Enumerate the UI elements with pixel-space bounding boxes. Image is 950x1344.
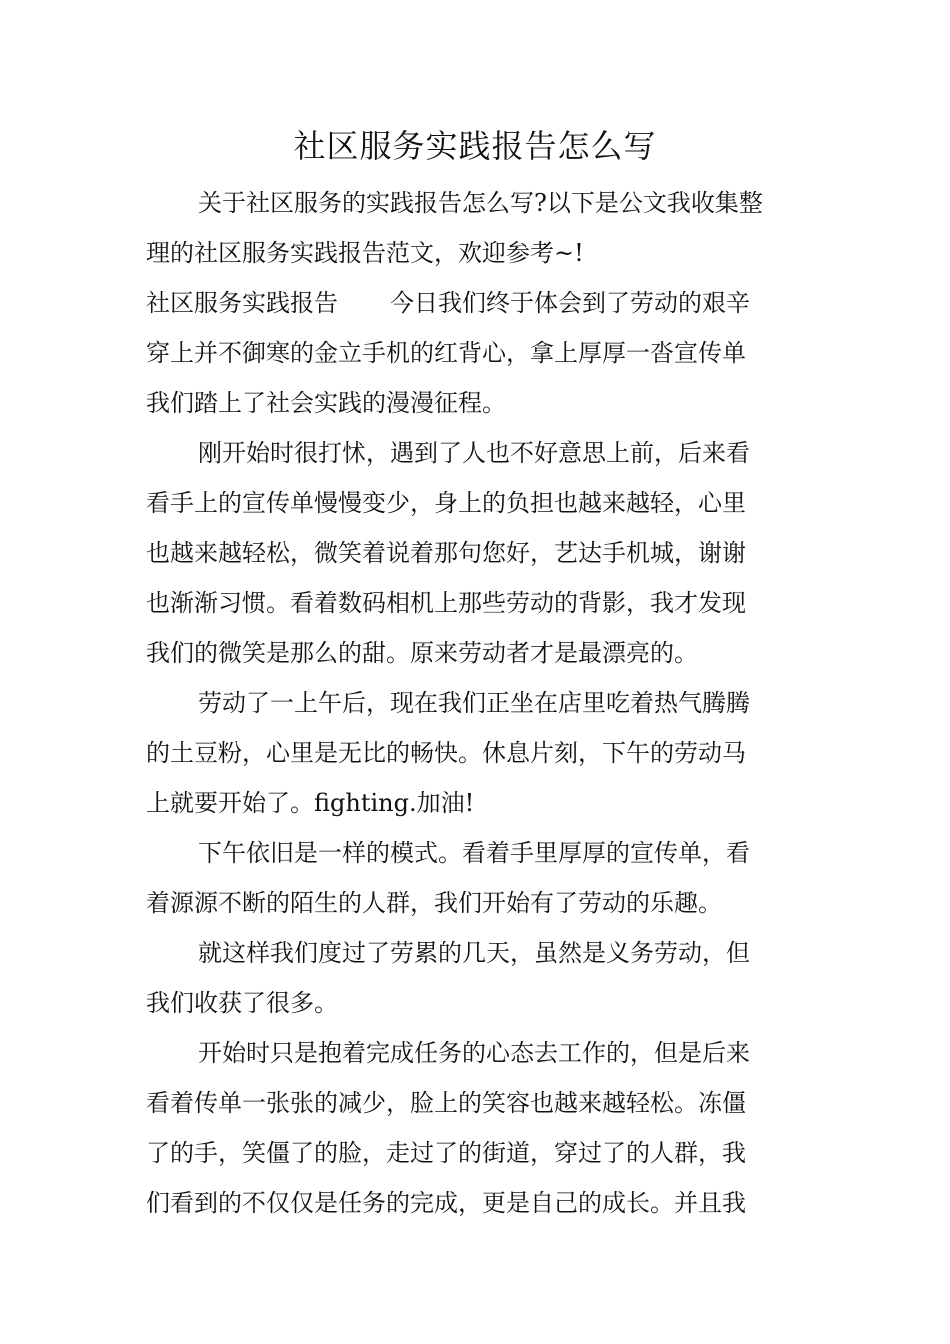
paragraph-line: 我们踏上了社会实践的漫漫征程。 [146, 389, 506, 417]
paragraph-line: 穿上并不御寒的金立手机的红背心，拿上厚厚一沓宣传单 [146, 339, 746, 367]
paragraph-line: 开始时只是抱着完成任务的心态去工作的，但是后来 [198, 1039, 750, 1067]
paragraph-line: 也越来越轻松，微笑着说着那句您好，艺达手机城，谢谢 [146, 539, 746, 567]
paragraph-line: 看着传单一张张的减少，脸上的笑容也越来越轻松。冻僵 [146, 1089, 746, 1117]
document-body [146, 178, 810, 1228]
paragraph-line: 着源源不断的陌生的人群，我们开始有了劳动的乐趣。 [146, 889, 722, 917]
paragraph-line: 下午依旧是一样的模式。看着手里厚厚的宣传单，看 [198, 839, 750, 867]
paragraph-line: 上就要开始了。fighting.加油! [146, 789, 475, 817]
section-heading-line [146, 278, 810, 328]
paragraph-line: 就这样我们度过了劳累的几天，虽然是义务劳动，但 [198, 939, 750, 967]
paragraph-line: 刚开始时很打怵，遇到了人也不好意思上前，后来看 [198, 439, 750, 467]
paragraph-line: 劳动了一上午后，现在我们正坐在店里吃着热气腾腾 [198, 689, 750, 717]
section-intro-text: 今日我们终于体会到了劳动的艰辛 [390, 289, 750, 317]
paragraph-line: 的土豆粉，心里是无比的畅快。休息片刻，下午的劳动马 [146, 739, 746, 767]
paragraph-line: 了的手，笑僵了的脸，走过了的街道，穿过了的人群，我 [146, 1139, 746, 1167]
paragraph-line: 们看到的不仅仅是任务的完成，更是自己的成长。并且我 [146, 1189, 746, 1217]
paragraph-line: 看手上的宣传单慢慢变少，身上的负担也越来越轻，心里 [146, 489, 746, 517]
paragraph-line: 我们收获了很多。 [146, 989, 338, 1017]
paragraph-line: 也渐渐习惯。看着数码相机上那些劳动的背影，我才发现 [146, 589, 746, 617]
paragraph-line: 理的社区服务实践报告范文，欢迎参考~! [146, 239, 584, 267]
document-title: 社区服务实践报告怎么写 [293, 127, 657, 165]
section-heading: 社区服务实践报告 [146, 289, 338, 317]
paragraph-line: 关于社区服务的实践报告怎么写?以下是公文我收集整 [198, 189, 763, 217]
paragraph-line: 我们的微笑是那么的甜。原来劳动者才是最漂亮的。 [146, 639, 698, 667]
